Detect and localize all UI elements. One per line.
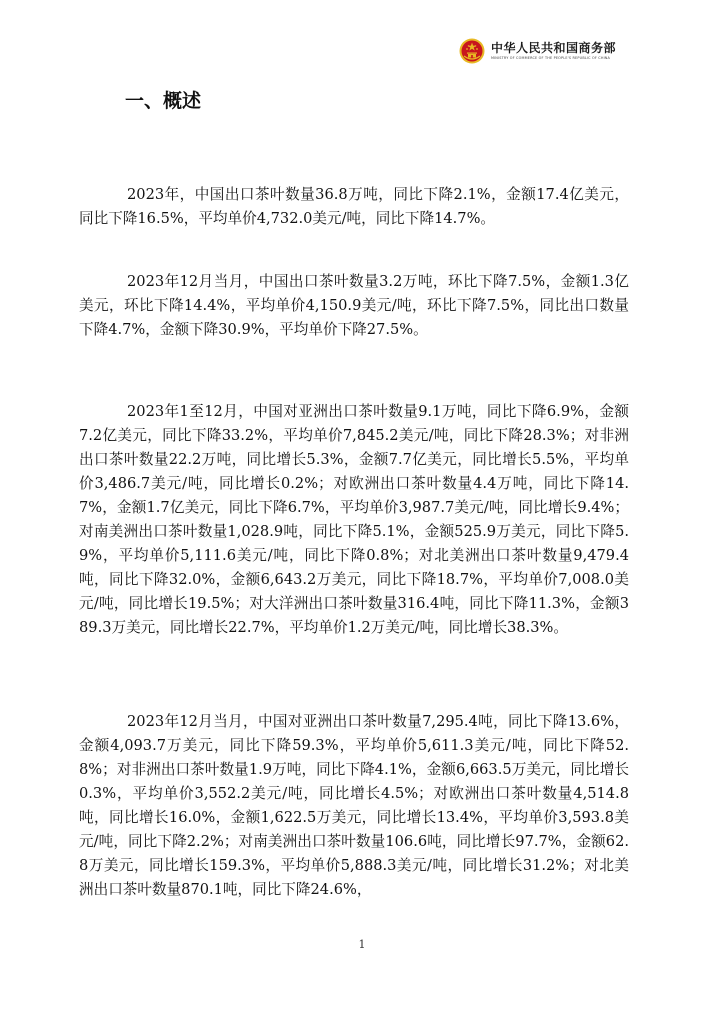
ministry-name: 中华人民共和国商务部 [490, 40, 616, 55]
ministry-name-en: MINISTRY OF COMMERCE OF THE PEOPLE'S REPUBLIC OF CHINA [490, 55, 611, 60]
paragraph-december-by-region: 2023年12月当月，中国对亚洲出口茶叶数量7,295.4吨，同比下降13.6%，金额4,093.7万美元，同比下降59.3%，平均单价5,611.3美元/吨，同比下降52.8%；对非洲出口茶叶数量1.9万吨，同比下降4.1%，金额6,663.5万美元，同比增长0.3%，平均单价3,552.2美元/吨，同比增长4.5%；对欧洲出口茶叶数量4,514.8吨，同比增长16.0%，金额1,622.5万美元，同比增长13.4%，平均单价3,593.8美元/吨，同比下降2.2%；对南美洲出口茶叶数量106.6吨，同比增长97.7%，金额62.8万美元，同比增长159.3%，平均单价5,888.3美元/吨，同比增长31.2%；对北美洲出口茶叶数量870.1吨，同比下降24.6%， [79, 713, 629, 898]
document-header [459, 38, 616, 64]
paragraph-annual-by-region: 2023年1至12月，中国对亚洲出口茶叶数量9.1万吨，同比下降6.9%，金额7.2亿美元，同比下降33.2%，平均单价7,845.2美元/吨，同比下降28.3%；对非洲出口茶叶数量22.2万吨，同比增长5.3%，金额7.7亿美元，同比增长5.5%，平均单价3,486.7美元/吨，同比增长0.2%；对欧洲出口茶叶数量4.4万吨，同比下降14.7%，金额1.7亿美元，同比下降6.7%，平均单价3,987.7美元/吨，同比增长9.4%；对南美洲出口茶叶数量1,028.9吨，同比下降5.1%，金额525.9万美元，同比下降5.9%，平均单价5,111.6美元/吨，同比下降0.8%；对北美洲出口茶叶数量9,479.4吨，同比下降32.0%，金额6,643.2万美元，同比下降18.7%，平均单价7,008.0美元/吨，同比增长19.5%；对大洋洲出口茶叶数量316.4吨，同比下降11.3%，金额389.3万美元，同比增长22.7%，平均单价1.2万美元/吨，同比增长38.3%。 [79, 403, 629, 636]
paragraph-annual-summary: 2023年，中国出口茶叶数量36.8万吨，同比下降2.1%，金额17.4亿美元，同比下降16.5%，平均单价4,732.0美元/吨，同比下降14.7%。 [79, 186, 629, 227]
section-heading: 一、概述 [125, 90, 202, 112]
paragraph-december-summary: 2023年12月当月，中国出口茶叶数量3.2万吨，环比下降7.5%，金额1.3亿美元，环比下降14.4%，平均单价4,150.9美元/吨，环比下降7.5%，同比出口数量下降4.7%，金额下降30.9%，平均单价下降27.5%。 [79, 273, 629, 338]
ministry-wordmark [491, 42, 616, 60]
national-emblem-icon [459, 38, 485, 64]
page-number: 1 [358, 938, 366, 951]
